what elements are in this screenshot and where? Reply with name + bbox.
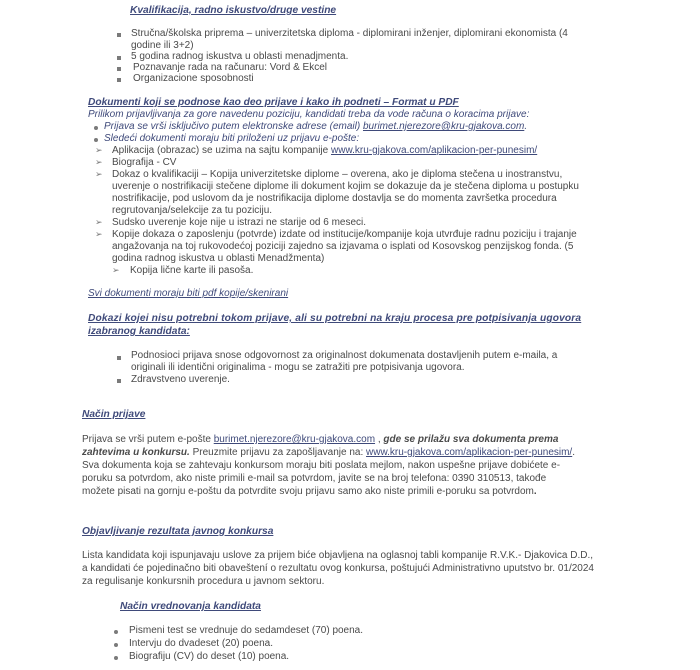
bullet <box>114 643 118 647</box>
bullet <box>114 656 118 660</box>
bullet <box>94 126 98 130</box>
arrow-icon: ➢ <box>112 265 120 275</box>
list-item <box>104 121 527 133</box>
list-item <box>112 145 537 157</box>
item-text: . <box>524 121 528 132</box>
list-item: Kopija lične karte ili pasoša. <box>130 265 254 276</box>
list-item: regrutovanja/selekcije za tu poziciju. <box>112 205 273 216</box>
list-item: Biografiju (CV) do deset (10) poena. <box>129 651 290 662</box>
bullet <box>117 379 121 383</box>
list-item: 5 godina radnog iskustva u oblasti menadjmenta. <box>131 51 349 62</box>
list-item: Poznavanje rada na računaru: Vord & Ekcel <box>133 62 328 73</box>
arrow-icon: ➢ <box>95 229 103 239</box>
apply-line <box>82 447 575 459</box>
bullet <box>117 56 121 60</box>
item-text: Aplikacija (obrazac) se uzima na sajtu kompanije <box>112 145 331 156</box>
text: . <box>533 486 537 497</box>
apply-line <box>82 434 602 446</box>
later-proofs-heading-cont: izabranog kandidata: <box>88 326 190 337</box>
bullet <box>117 67 121 71</box>
list-item: godine ili 3+2) <box>131 40 194 51</box>
arrow-icon: ➢ <box>95 217 103 227</box>
list-item: godina radnog iskustva u oblasti Menadžmenta) <box>112 253 325 264</box>
arrow-icon: ➢ <box>95 145 103 155</box>
results-line: za regulisanje konkursnih procedura u javnom sektoru. <box>82 576 325 587</box>
list-item: uverenje o nostrifikaciji stečene diplome ili dokument kojim se dokazuje da je stečena diploma u postupku <box>112 181 579 192</box>
text: možete pisati na gornju e-poštu da potvrdite svoju prijavu samo ako niste primili e-poruku sa potvrdom <box>82 486 534 497</box>
qualifications-heading: Kvalifikacija, radno iskustvo/druge vestine <box>130 5 337 16</box>
list-item: Kopije dokaza o zaposlenju (potvrde) izdate od institucije/kompanije koja utvrđuje radnu poziciju i trajanje <box>112 229 577 240</box>
documents-heading: Dokumenti koji se podnose kao deo prijave i kako ih podneti – Format u PDF <box>88 97 459 108</box>
application-link[interactable]: www.kru-gjakova.com/aplikacion-per-punesim/ <box>331 145 538 156</box>
bullet <box>117 33 121 37</box>
list-item: Zdravstveno uverenje. <box>131 374 230 385</box>
pdf-note: Svi dokumenti moraju biti pdf kopije/skenirani <box>88 288 289 299</box>
bullet <box>114 630 118 634</box>
bullet <box>117 78 121 82</box>
list-item: Sudsko uverenje koje nije u istrazi ne starije od 6 meseci. <box>112 217 367 228</box>
item-text: Prijava se vrši isključivo putem elektronske adrese (email) <box>104 121 363 132</box>
apply-heading: Način prijave <box>82 409 146 420</box>
list-item: originali ili identični originalima - mogu se zatražiti pre potpisivanja ugovora. <box>131 362 465 373</box>
text: . <box>572 447 575 458</box>
bullet <box>117 356 121 360</box>
arrow-icon: ➢ <box>95 169 103 179</box>
apply-line <box>82 486 537 498</box>
list-item: Stručna/školska priprema – univerzitetska diploma - diplomirani inženjer, diplomirani ekonomista (4 <box>131 28 568 39</box>
application-link[interactable]: www.kru-gjakova.com/aplikacion-per-punesim/ <box>366 447 573 458</box>
email-link[interactable]: burimet.njerezore@kru-gjakova.com <box>213 434 376 445</box>
list-item: Sledeći dokumenti moraju biti priloženi uz prijavu e-pošte: <box>104 133 360 144</box>
list-item: Dokaz o kvalifikaciji – Kopija univerzitetske diplome – overena, ako je diploma stečena u inostranstvu, <box>112 169 563 180</box>
documents-intro: Prilikom prijavljivanja za gore navedenu poziciju, kandidati treba da vode računa o koracima prijave: <box>88 109 530 120</box>
list-item: Pismeni test se vrednuje do sedamdeset (70) poena. <box>129 625 364 636</box>
later-proofs-heading: Dokazi kojei nisu potrebni tokom prijave, ali su potrebni na kraju procesa pre potpisivanja ugovora <box>88 313 582 324</box>
list-item: nostrifikacije, pod uslovom da je nostrifikacija diplome dostavlja se do momenta završetka procedura <box>112 193 557 204</box>
text: Preuzmite prijavu za zapošljavanje na: <box>189 447 367 458</box>
email-link[interactable]: burimet.njerezore@kru-gjakova.com <box>362 121 525 132</box>
arrow-icon: ➢ <box>95 157 103 167</box>
evaluation-heading: Način vrednovanja kandidata <box>120 601 261 612</box>
bullet <box>94 138 98 142</box>
list-item: Biografija - CV <box>112 157 177 168</box>
results-heading: Objavljivanje rezultata javnog konkursa <box>82 526 274 537</box>
text: gde se prilažu sva dokumenta prema <box>383 434 559 445</box>
text: Prijava se vrši putem e-pošte <box>82 434 214 445</box>
apply-line: Sva dokumenta koja se zahtevaju konkursom moraju biti poslata mejlom, nakon uspešne prijave dobićete e- <box>82 460 561 471</box>
apply-line: poruku sa potvrdom, ako niste primili e-mail sa potvrdom, javite se na broj telefona: 0390 310513, takođe <box>82 473 547 484</box>
list-item: Intervju do dvadeset (20) poena. <box>129 638 273 649</box>
text: , <box>375 434 384 445</box>
list-item: Organizacione sposobnosti <box>133 73 254 84</box>
results-line: Lista kandidata koji ispunjavaju uslove za prijem biće objavljena na oglasnoj tabli kompanije R.V.K.- Djakovica D.D., <box>82 550 594 561</box>
results-line: a kandidati će pojedinačno biti obaveštení o rezultatu ovog konkursa, poštujući Administrativno uputstvo br. 01/2024 <box>82 563 594 574</box>
list-item: Podnosioci prijava snose odgovornost za originalnost dokumenata dostavljenih putem e-maila, a <box>131 350 558 361</box>
text: zahtevima u konkursu. <box>82 447 190 458</box>
list-item: angažovanja na toj rukovodećoj poziciji zajedno sa izjavama o isplati od Kosovskog penzijskog fonda. (5 <box>112 241 574 252</box>
